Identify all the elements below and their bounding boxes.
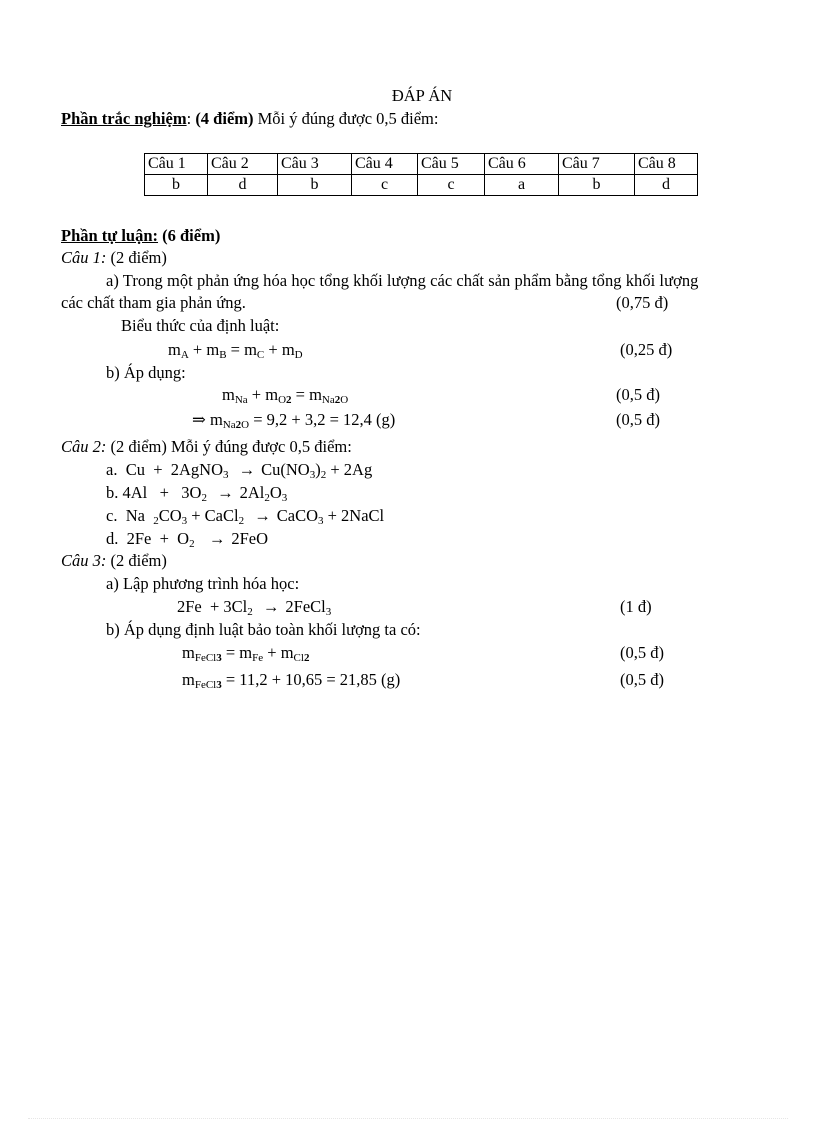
q1-a-line2: các chất tham gia phản ứng. — [61, 293, 246, 312]
q2-equation-c: c. Na $_2CO_3$ + CaCl$_2$ → CaCO$_3$ + 2NaCl — [106, 506, 385, 527]
arrow-icon: → — [208, 529, 226, 548]
q2-label: Câu 2: — [61, 437, 107, 456]
header-cell: Câu 7 — [559, 154, 635, 175]
q3-b2-score: (0,5 đ) — [620, 670, 664, 689]
answer-cell: b — [278, 175, 352, 196]
header-cell: Câu 3 — [278, 154, 352, 175]
mcq-points: (4 điểm) — [195, 109, 254, 128]
answer-cell: d — [635, 175, 698, 196]
q1-expr-score: (0,25 đ) — [620, 340, 673, 359]
page-bottom-rule — [28, 1118, 788, 1119]
q2-equation-b: b. $4Al + 3O_2 \to 2Al_2O_3$ — [106, 483, 288, 504]
header-cell: Câu 8 — [635, 154, 698, 175]
header-cell: Câu 4 — [352, 154, 418, 175]
q2-note: Mỗi ý đúng được 0,5 điểm: — [170, 437, 352, 456]
q3-label: Câu 3: — [61, 551, 107, 570]
q2-equation-a: a. Cu + 2AgNO$_3$ → $Cu(NO_3)_2 + 2Ag$ — [106, 460, 373, 481]
page-title: ĐÁP ÁN — [391, 86, 453, 105]
q1-expr-label: Biểu thức của định luật: — [121, 316, 280, 335]
implies-icon: ⇒ — [192, 410, 206, 429]
header-cell: Câu 2 — [208, 154, 278, 175]
mcq-heading: Phần trắc nghiệm — [61, 109, 187, 128]
q2-equation-d: d. $2Fe + O_2 \to 2FeO$ — [106, 529, 269, 550]
q1-b2-score: (0,5 đ) — [616, 410, 660, 429]
q3-a-equation: $2Fe + 3Cl_2$ → 2FeCl$_3$ — [177, 597, 332, 618]
essay-heading-line — [61, 226, 220, 246]
q2-heading — [61, 437, 352, 457]
arrow-icon: → — [254, 506, 271, 525]
q3-b-equation-1: $m_{FeCl3} = m_{Fe} + m_{Cl2}$ — [182, 643, 310, 664]
header-cell: Câu 1 — [145, 154, 208, 175]
answer-cell: c — [352, 175, 418, 196]
q2-points: (2 điểm) — [110, 437, 167, 456]
q3-heading — [61, 551, 167, 571]
arrow-icon: → — [238, 460, 256, 479]
answer-cell: d — [208, 175, 278, 196]
q3-points: (2 điểm) — [110, 551, 167, 570]
q3-b1-score: (0,5 đ) — [620, 643, 664, 662]
q1-a-line1: a) Trong một phản ứng hóa học tổng khối lượng các chất sản phẩm bằng tổng khối lượng — [106, 271, 699, 290]
q1-b1-score: (0,5 đ) — [616, 385, 660, 404]
essay-points: (6 điểm) — [162, 226, 221, 245]
q3-b-equation-2: $m_{FeCl3} = 11,2 + 10,65 = 21,85$ (g) — [182, 670, 401, 691]
q1-a-score: (0,75 đ) — [616, 293, 669, 312]
q1-b-label: b) Áp dụng: — [106, 363, 186, 382]
answer-cell: b — [145, 175, 208, 196]
q1-b-equation-2: ⇒ $m_{Na2O} = 9,2 + 3,2 = 12,4$ (g) — [192, 410, 396, 431]
mcq-heading-line: Phần trắc nghiệm: (4 điểm) Mỗi ý đúng được 0,5 điểm: — [61, 109, 439, 128]
q1-points: (2 điểm) — [110, 248, 167, 267]
header-cell: Câu 5 — [418, 154, 485, 175]
arrow-icon: → — [217, 483, 234, 502]
answer-cell: b — [559, 175, 635, 196]
q1-label: Câu 1: — [61, 248, 107, 267]
arrow-icon: → — [262, 597, 280, 616]
answer-cell: c — [418, 175, 485, 196]
q1-law-equation: $m_A + m_B = m_C + m_D$ — [168, 340, 303, 361]
answer-table — [144, 153, 698, 196]
q3-b-label: b) Áp dụng định luật bảo toàn khối lượng ta có: — [106, 620, 421, 639]
answer-cell: a — [485, 175, 559, 196]
answer-table-header-row — [145, 154, 698, 175]
q1-heading — [61, 248, 167, 268]
q3-a-label: a) Lập phương trình hóa học: — [106, 574, 300, 593]
header-cell: Câu 6 — [485, 154, 559, 175]
essay-heading: Phần tự luận: — [61, 226, 159, 245]
answer-table-values-row — [145, 175, 698, 196]
mcq-note: Mỗi ý đúng được 0,5 điểm: — [257, 109, 439, 128]
q3-a-score: (1 đ) — [620, 597, 652, 616]
q1-b-equation-1: $m_{Na} + m_{O2} = m_{Na2O}$ — [222, 385, 349, 406]
